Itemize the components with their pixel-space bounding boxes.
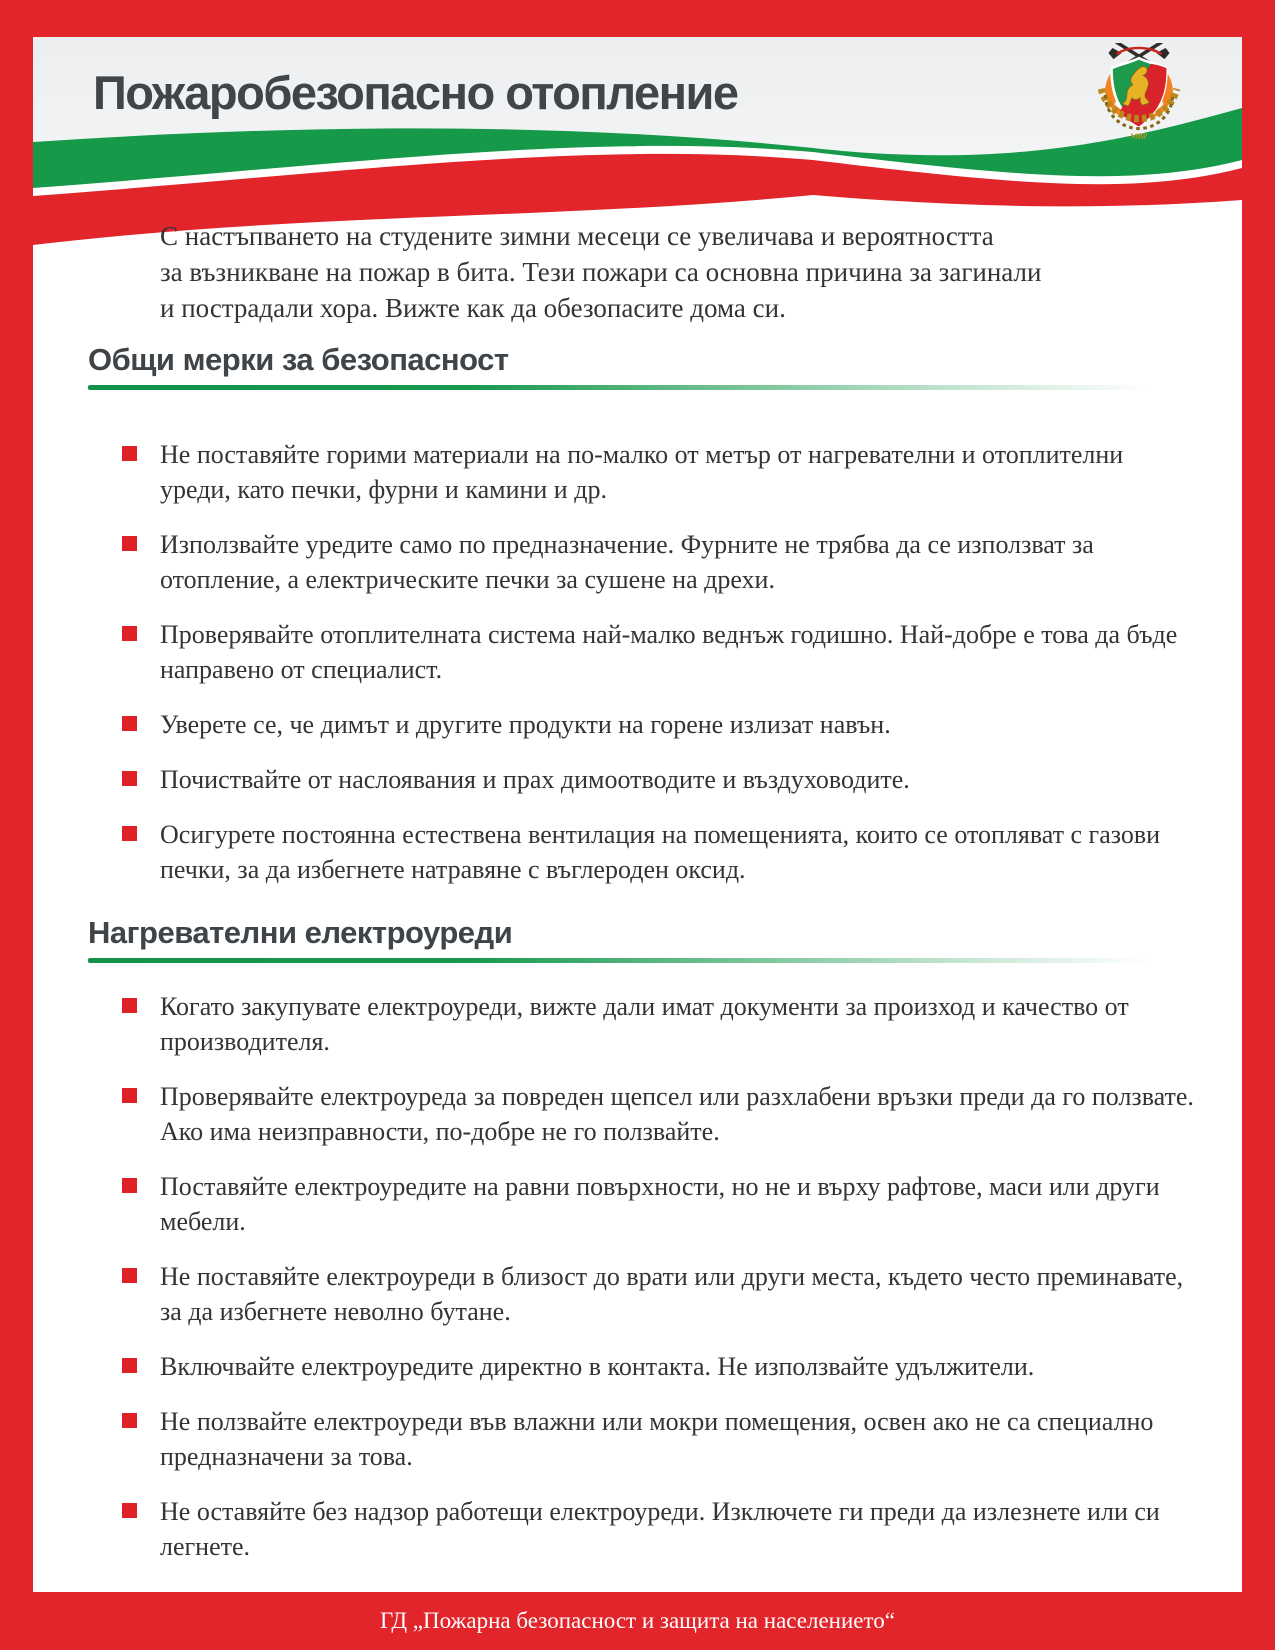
list-item — [122, 1169, 1197, 1239]
intro-line: за възникване на пожар в бита. Тези пожари са основна причина за загинали — [160, 257, 1042, 287]
bullet-square-icon — [122, 1358, 137, 1373]
list-item — [122, 707, 1197, 742]
intro-line: С настъпването на студените зимни месеци се увеличава и вероятността — [160, 221, 994, 251]
list-item — [122, 1259, 1197, 1329]
footer-bar — [0, 1592, 1275, 1650]
list-item-text: Уверете се, че димът и другите продукти на горене излизат навън. — [160, 710, 891, 739]
section-underline — [88, 385, 1183, 390]
general-safety-list — [122, 437, 1197, 907]
list-item-text: Не оставяйте без надзор работещи електроуреди. Изключете ги преди да излезнете или си легнете. — [160, 1497, 1160, 1561]
list-item — [122, 617, 1197, 687]
bullet-square-icon — [122, 1088, 137, 1103]
list-item — [122, 1404, 1197, 1474]
list-item-text: Проверявайте отоплителната система най-малко веднъж годишно. Най-добре е това да бъде направено от специалист. — [160, 620, 1178, 684]
footer-text: ГД „Пожарна безопасност и защита на населението“ — [380, 1608, 895, 1633]
bullet-square-icon — [122, 716, 137, 731]
list-item-text: Включвайте електроуредите директно в контакта. Не използвайте удължители. — [160, 1352, 1035, 1381]
bullet-square-icon — [122, 1178, 137, 1193]
section-heading-general-safety: Общи мерки за безопасност — [88, 342, 509, 377]
list-item — [122, 1494, 1197, 1564]
list-item — [122, 527, 1197, 597]
bullet-square-icon — [122, 998, 137, 1013]
list-item-text: Не ползвайте електроуреди във влажни или мокри помещения, освен ако не са специално предназначени за това. — [160, 1407, 1154, 1471]
section-heading-electric-heaters: Нагревателни електроуреди — [88, 915, 513, 950]
logo-text: МВР — [1130, 131, 1148, 141]
bullet-square-icon — [122, 1413, 137, 1428]
bullet-square-icon — [122, 626, 137, 641]
list-item-text: Поставяйте електроуредите на равни повърхности, но не и върху рафтове, маси или други мебели. — [160, 1172, 1160, 1236]
electric-heaters-list — [122, 989, 1197, 1584]
bullet-square-icon — [122, 536, 137, 551]
list-item — [122, 1349, 1197, 1384]
list-item-text: Осигурете постоянна естествена вентилация на помещенията, които се отопляват с газови печки, за да избегнете натравяне с въглероден оксид. — [160, 820, 1161, 884]
list-item-text: Почиствайте от наслоявания и прах димоотводите и въздуховодите. — [160, 765, 910, 794]
fire-service-emblem-logo — [1088, 43, 1190, 159]
bullet-square-icon — [122, 1268, 137, 1283]
list-item-text: Не поставяйте горими материали на по-малко от метър от нагревателни и отоплителни уреди, като печки, фурни и камини и др. — [160, 440, 1124, 504]
list-item — [122, 762, 1197, 797]
page-sheet — [33, 37, 1242, 1592]
intro-line: и пострадали хора. Вижте как да обезопасите дома си. — [160, 293, 786, 323]
list-item — [122, 989, 1197, 1059]
list-item — [122, 817, 1197, 887]
bullet-square-icon — [122, 1503, 137, 1518]
bullet-square-icon — [122, 771, 137, 786]
list-item-text: Когато закупувате електроуреди, вижте дали имат документи за произход и качество от производителя. — [160, 992, 1129, 1056]
list-item — [122, 437, 1197, 507]
bullet-square-icon — [122, 826, 137, 841]
list-item-text: Използвайте уредите само по предназначение. Фурните не трябва да се използват за отопление, а електрическите печки за сушене на дрехи. — [160, 530, 1094, 594]
page-title: Пожаробезопасно отопление — [93, 66, 738, 119]
section-underline — [88, 958, 1183, 963]
list-item-text: Проверявайте електроуреда за повреден щепсел или разхлабени връзки преди да го ползвате. Ако има неизправности, по-добре не го ползвайте. — [160, 1082, 1194, 1146]
bullet-square-icon — [122, 446, 137, 461]
list-item-text: Не поставяйте електроуреди в близост до врати или други места, където често преминавате, за да избегнете неволно бутане. — [160, 1262, 1184, 1326]
intro-paragraph — [160, 218, 1041, 326]
list-item — [122, 1079, 1197, 1149]
